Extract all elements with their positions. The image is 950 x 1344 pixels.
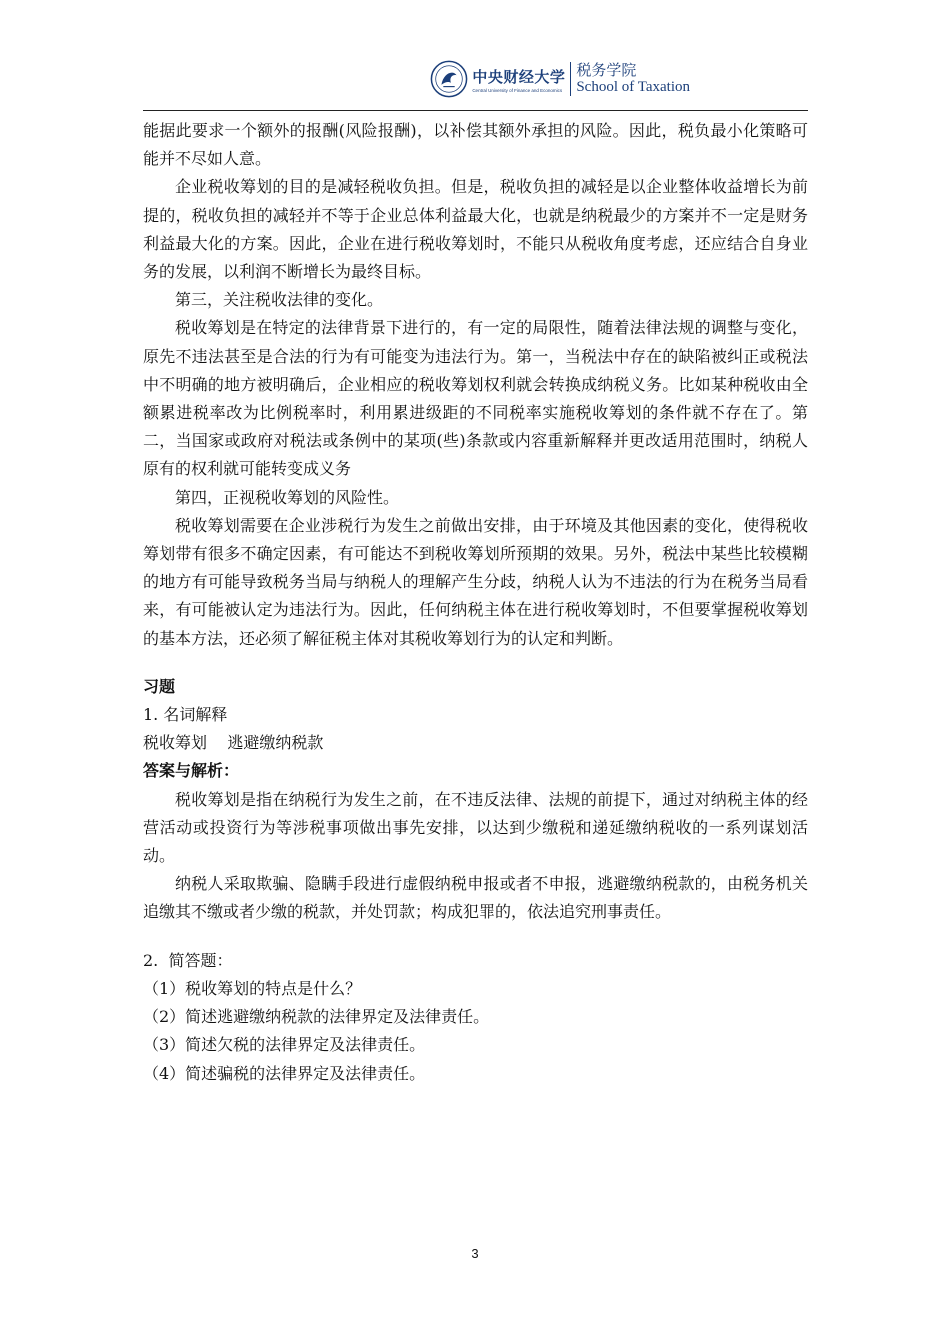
question-item: （1）税收筹划的特点是什么？ — [143, 978, 362, 998]
paragraph: 企业税收筹划的目的是减轻税收负担。但是，税收负担的减轻是以企业整体收益增长为前提的，税收负担的减轻并不等于企业总体利益最大化，也就是纳税最少的方案并不一定是财务利益最大化的方案。因此，企业在进行税收筹划时，不能只从税收角度考虑，还应结合自身业务的发展，以利润不断增长为最终目标。 — [143, 177, 808, 282]
page-header — [143, 58, 808, 111]
spacer — [143, 927, 808, 947]
university-name-en: Central University of Finance and Economics — [472, 87, 563, 93]
question-item: （4）简述骗税的法律界定及法律责任。 — [143, 1063, 426, 1083]
university-seal-icon — [430, 60, 468, 98]
question-item: （3）简述欠税的法律界定及法律责任。 — [143, 1035, 426, 1055]
school-name — [576, 62, 690, 96]
answer-paragraph: 税收筹划是指在纳税行为发生之前，在不违反法律、法规的前提下，通过对纳税主体的经营活动或投资行为等涉税事项做出事先安排，以达到少缴税和递延缴纳税收的一系列谋划活动。 — [143, 789, 808, 866]
answer-heading: 答案与解析： — [143, 761, 240, 781]
logo-divider — [570, 62, 571, 96]
university-name-cn: 中央财经大学 — [472, 67, 566, 86]
school-name-en: School of Taxation — [576, 79, 690, 95]
exercises-heading: 习题 — [143, 676, 176, 696]
spacer — [143, 653, 808, 673]
university-name — [472, 66, 565, 93]
section-point: 第四，正视税收筹划的风险性。 — [175, 487, 400, 507]
paragraph: 税收筹划是在特定的法律背景下进行的，有一定的局限性，随着法律法规的调整与变化，原先不违法甚至是合法的行为有可能变为违法行为。第一，当税法中存在的缺陷被纠正或税法中不明确的地方被明确后，企业相应的税收筹划权利就会转换成纳税义务。比如某种税收由全额累进税率改为比例税率时，利用累进级距的不同税率实施税收筹划的条件就不存在了。第二，当国家或政府对税法或条例中的某项(些)条款或内容重新解释并更改适用范围时，纳税人原有的权利就可能转变成义务 — [143, 318, 808, 479]
question-item: （2）简述逃避缴纳税款的法律界定及法律责任。 — [143, 1007, 490, 1027]
section-point: 第三，关注税收法律的变化。 — [175, 290, 384, 310]
paragraph: 税收筹划需要在企业涉税行为发生之前做出安排，由于环境及其他因素的变化，使得税收筹划带有很多不确定因素，有可能达不到税收筹划所预期的效果。另外，税法中某些比较模糊的地方有可能导致税务当局与纳税人的理解产生分歧，纳税人认为不违法的行为在税务当局看来，有可能被认定为违法行为。因此，任何纳税主体在进行税收筹划时，不但要掌握税收筹划的基本方法，还必须了解征税主体对其税收筹划行为的认定和判断。 — [143, 515, 808, 648]
page-content — [143, 117, 808, 1088]
paragraph: 能据此要求一个额外的报酬(风险报酬)，以补偿其额外承担的风险。因此，税负最小化策略可能并不尽如人意。 — [143, 121, 808, 169]
page-number: 3 — [471, 1246, 479, 1261]
answer-paragraph: 纳税人采取欺骗、隐瞒手段进行虚假纳税申报或者不申报，逃避缴纳税款的，由税务机关追缴其不缴或者少缴的税款，并处罚款；构成犯罪的，依法追究刑事责任。 — [143, 874, 808, 922]
question-title: 1. 名词解释 — [143, 705, 228, 725]
school-name-cn: 税务学院 — [576, 61, 637, 79]
school-logo — [430, 60, 690, 98]
question-terms: 税收筹划 逃避缴纳税款 — [143, 733, 324, 753]
question-title: 2. 简答题： — [143, 950, 233, 970]
